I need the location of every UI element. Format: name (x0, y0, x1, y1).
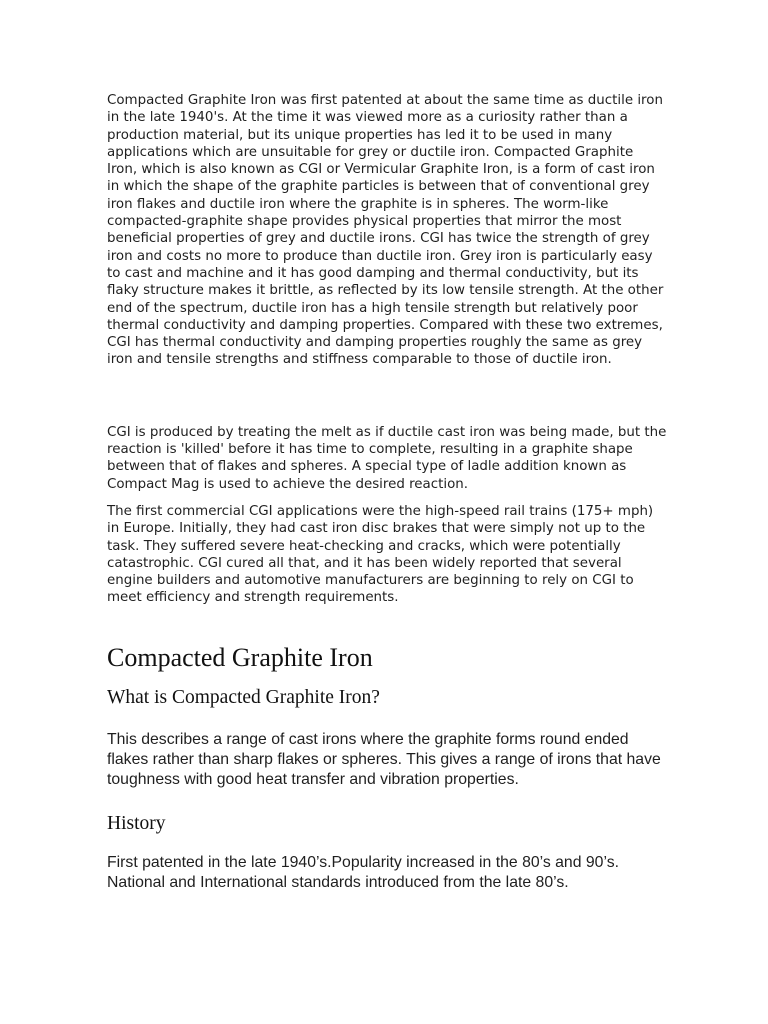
what-is-paragraph: This describes a range of cast irons where the graphite forms round ended flakes rather than sharp flakes or spheres. This gives a range of irons that have toughness with good heat transfer and vibration properties. (107, 730, 661, 788)
intro-paragraph: Compacted Graphite Iron was first patented at about the same time as ductile iron in the late 1940's. At the time it was viewed more as a curiosity rather than a production material, but its unique properties has led it to be used in many applications which are unsuitable for grey or ductile iron. Compacted Graphite Iron, which is also known as CGI or Vermicular Graphite Iron, is a form of cast iron in which the shape of the graphite particles is between that of conventional grey iron flakes and ductile iron where the graphite is in spheres. The worm-like compacted-graphite shape provides physical properties that mirror the most beneficial properties of grey and ductile irons. CGI has twice the strength of grey iron and costs no more to produce than ductile iron. Grey iron is particularly easy to cast and machine and it has good damping and thermal conductivity, but its flaky structure makes it brittle, as reflected by its low tensile strength. At the other end of the spectrum, ductile iron has a high tensile strength but relatively poor thermal conductivity and damping properties. Compared with these two extremes, CGI has thermal conductivity and damping properties roughly the same as grey iron and tensile strengths and stiffness comparable to those of ductile iron. (107, 93, 664, 368)
document-content (107, 92, 667, 893)
applications-paragraph: The first commercial CGI applications were the high-speed rail trains (175+ mph) in Europe. Initially, they had cast iron disc brakes that were simply not up to the task. They suffered severe heat-checking and cracks, which were potentially catastrophic. CGI cured all that, and it has been widely reported that several engine builders and automotive manufacturers are beginning to rely on CGI to meet efficiency and strength requirements. (107, 503, 654, 606)
main-heading: Compacted Graphite Iron (107, 642, 373, 672)
what-is-heading: What is Compacted Graphite Iron? (107, 686, 380, 708)
production-paragraph: CGI is produced by treating the melt as if ductile cast iron was being made, but the reaction is 'killed' before it has time to complete, resulting in a graphite shape between that of flakes and spheres. A special type of ladle addition known as Compact Mag is used to achieve the desired reaction. (107, 424, 667, 492)
history-paragraph: First patented in the late 1940’s.Popularity increased in the 80’s and 90’s. National and International standards introduced from the late 80’s. (107, 853, 619, 891)
history-heading: History (107, 812, 166, 834)
